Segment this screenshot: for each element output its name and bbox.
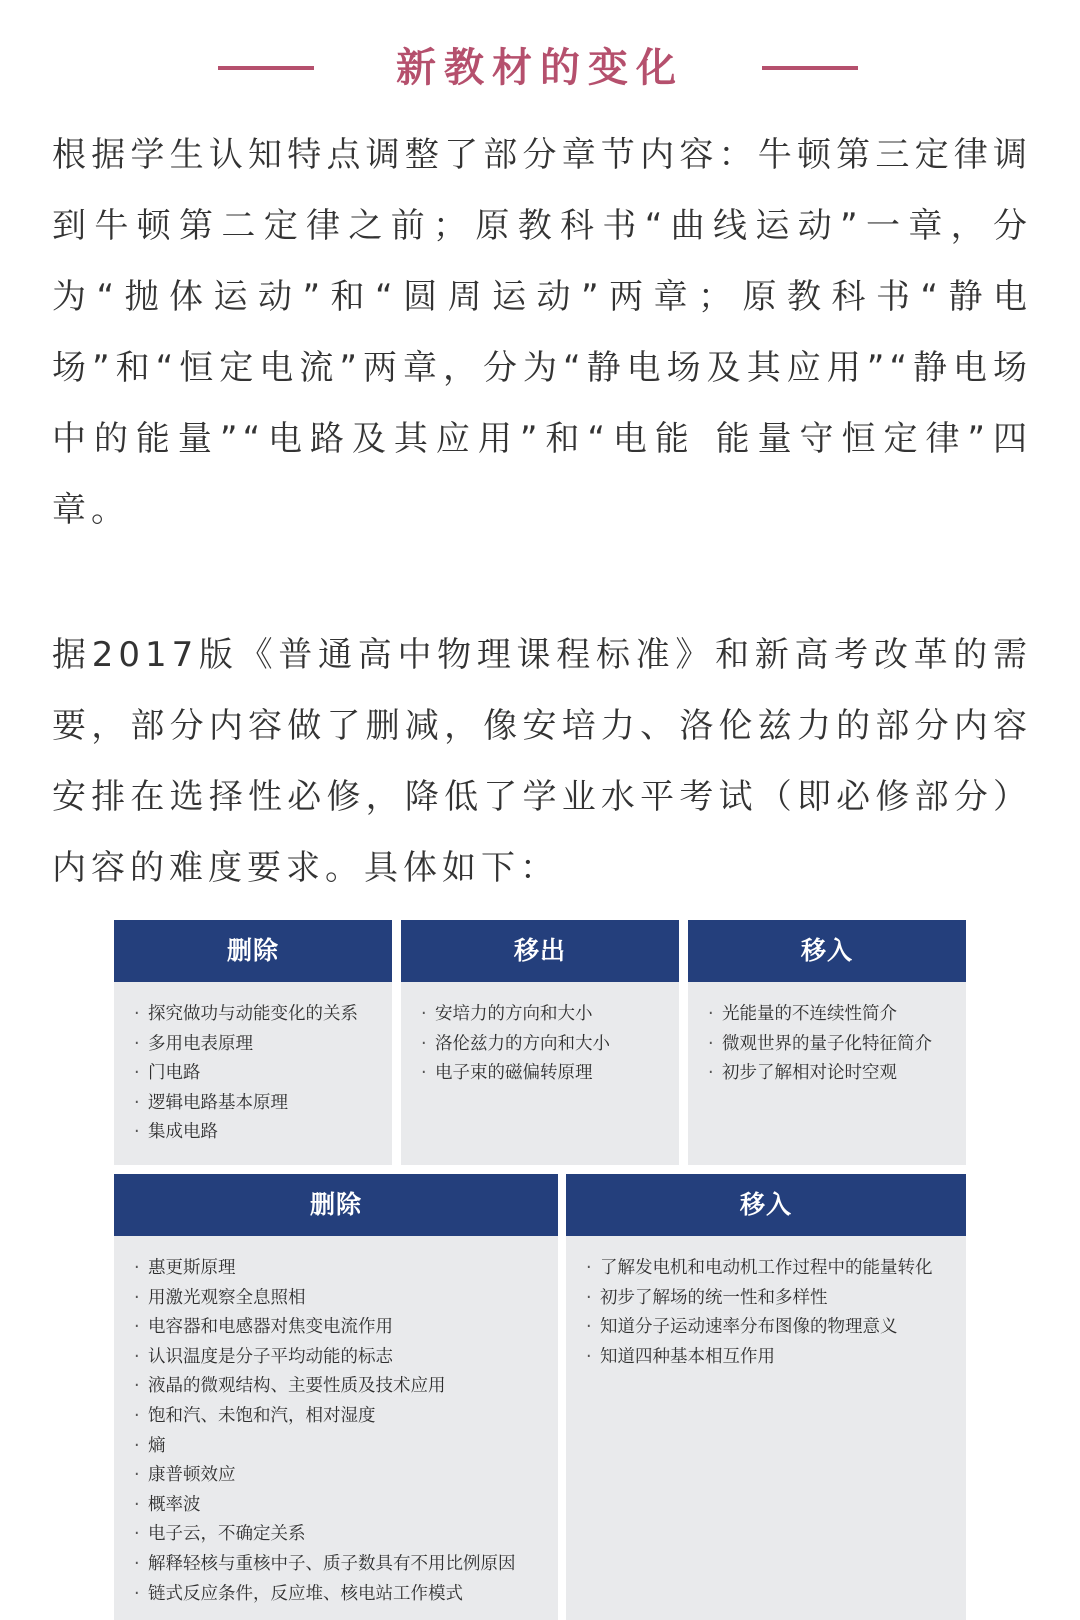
list-item: · 初步了解相对论时空观 — [708, 1059, 966, 1089]
card-list — [114, 1236, 558, 1609]
intro-paragraph: 根据学生认知特点调整了部分章节内容：牛顿第三定律调到牛顿第二定律之前；原教科书“曲线运动”一章，分为“抛体运动”和“圆周运动”两章；原教科书“静电场”和“恒定电流”两章，分为“静电场及其应用”“静电场中的能量”“电路及其应用”和“电能 能量守恒定律”四章。 — [52, 135, 1032, 530]
list-item: · 知道四种基本相互作用 — [586, 1343, 966, 1373]
list-item: · 惠更斯原理 — [134, 1254, 558, 1284]
list-item: · 电子束的磁偏转原理 — [421, 1059, 679, 1089]
card-move-in-elective — [566, 1174, 966, 1620]
card-delete-elective — [114, 1174, 558, 1620]
list-item: · 探究做功与动能变化的关系 — [134, 1000, 392, 1030]
list-item: · 液晶的微观结构、主要性质及技术应用 — [134, 1372, 558, 1402]
page-title: 新教材的变化 — [396, 44, 684, 91]
card-delete-required — [114, 920, 392, 1165]
list-item: · 光能量的不连续性简介 — [708, 1000, 966, 1030]
card-list — [401, 982, 679, 1089]
title-row — [0, 30, 1080, 110]
list-item: · 初步了解场的统一性和多样性 — [586, 1284, 966, 1314]
list-item: · 门电路 — [134, 1059, 392, 1089]
list-item: · 解释轻核与重核中子、质子数具有不用比例原因 — [134, 1550, 558, 1580]
list-item: · 饱和汽、未饱和汽，相对湿度 — [134, 1402, 558, 1432]
title-divider-right — [762, 66, 858, 70]
card-list — [566, 1236, 966, 1372]
card-list — [688, 982, 966, 1089]
card-header: 移出 — [401, 920, 679, 982]
list-item: · 知道分子运动速率分布图像的物理意义 — [586, 1313, 966, 1343]
list-item: · 了解发电机和电动机工作过程中的能量转化 — [586, 1254, 966, 1284]
list-item: · 康普顿效应 — [134, 1461, 558, 1491]
list-item: · 认识温度是分子平均动能的标志 — [134, 1343, 558, 1373]
card-header: 删除 — [114, 1174, 558, 1236]
standard-paragraph: 据2017版《普通高中物理课程标准》和新高考改革的需要，部分内容做了删减，像安培力、洛伦兹力的部分内容安排在选择性必修，降低了学业水平考试（即必修部分）内容的难度要求。具体如下： — [52, 635, 1032, 888]
list-item: · 逻辑电路基本原理 — [134, 1089, 392, 1119]
card-move-out — [401, 920, 679, 1165]
list-item: · 链式反应条件，反应堆、核电站工作模式 — [134, 1580, 558, 1610]
list-item: · 概率波 — [134, 1491, 558, 1521]
card-list — [114, 982, 392, 1148]
list-item: · 用激光观察全息照相 — [134, 1284, 558, 1314]
card-header: 移入 — [566, 1174, 966, 1236]
card-move-in-required — [688, 920, 966, 1165]
list-item: · 安培力的方向和大小 — [421, 1000, 679, 1030]
card-header: 删除 — [114, 920, 392, 982]
card-header: 移入 — [688, 920, 966, 982]
list-item: · 集成电路 — [134, 1118, 392, 1148]
list-item: · 微观世界的量子化特征简介 — [708, 1030, 966, 1060]
list-item: · 洛伦兹力的方向和大小 — [421, 1030, 679, 1060]
list-item: · 电子云，不确定关系 — [134, 1520, 558, 1550]
list-item: · 熵 — [134, 1432, 558, 1462]
list-item: · 电容器和电感器对焦变电流作用 — [134, 1313, 558, 1343]
list-item: · 多用电表原理 — [134, 1030, 392, 1060]
